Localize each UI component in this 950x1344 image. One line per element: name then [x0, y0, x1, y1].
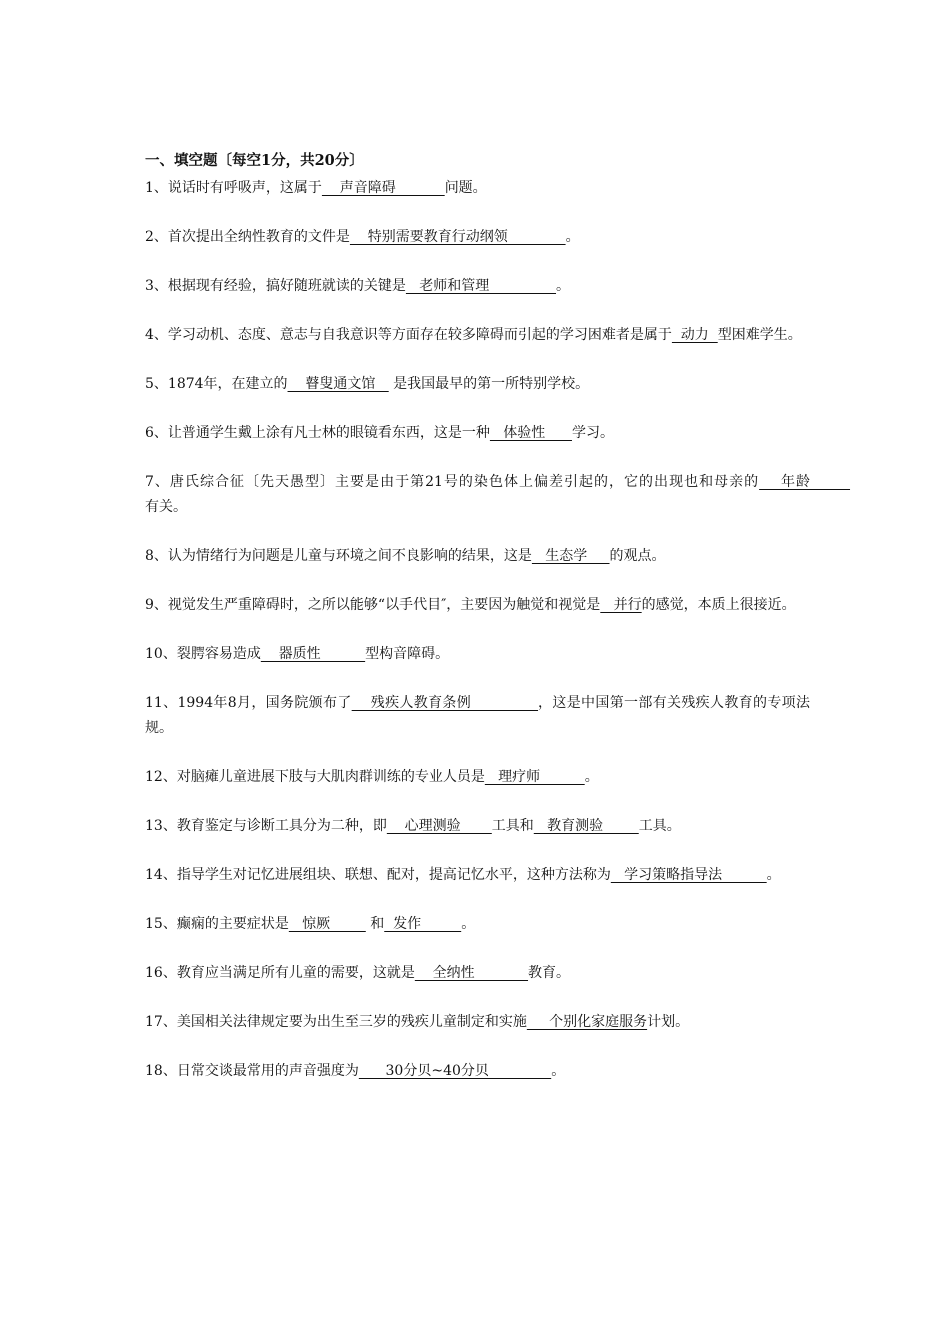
answer-blank: 心理测验 [386, 818, 492, 834]
question-text: 14、指导学生对记忆进展组块、联想、配对，提高记忆水平，这种方法称为 [145, 867, 611, 883]
question-q7 [145, 470, 851, 520]
question-text: 17、美国相关法律规定要为出生至三岁的残疾儿童制定和实施 [145, 1014, 527, 1030]
question-text: 工具和 [491, 818, 534, 834]
question-text: 12、对脑瘫儿童进展下肢与大肌肉群训练的专业人员是 [145, 769, 485, 785]
answer-blank: 全纳性 [414, 965, 529, 981]
question-text: 。 [461, 916, 476, 932]
answer-blank: 发作 [384, 916, 462, 932]
question-text: 5、1874年，在建立的 [145, 376, 288, 392]
answer-blank: 器质性 [260, 646, 366, 662]
question-q11 [145, 691, 810, 741]
question-q13 [145, 814, 810, 839]
answer-blank: 老师和管理 [405, 278, 557, 294]
question-text: 有关。 [145, 499, 187, 515]
answer-blank: 残疾人教育条例 [351, 695, 539, 711]
question-text: 18、日常交谈最常用的声音强度为 [145, 1063, 359, 1079]
question-text: 15、癫痫的主要症状是 [145, 916, 289, 932]
question-text: 。 [584, 769, 599, 785]
question-text: 11、1994年8月，国务院颁布了 [145, 695, 352, 711]
question-text: 的感觉，本质上很接近。 [641, 597, 796, 613]
question-text: ，这是中国第一部有关残疾人教育的专项法规。 [145, 695, 811, 736]
question-text: 9、视觉发生严重障碍时，之所以能够“以手代目″，主要因为触觉和视觉是 [145, 597, 601, 613]
question-q14 [145, 863, 810, 888]
answer-blank: 特别需要教育行动纲领 [349, 229, 566, 245]
question-text: 学习。 [571, 425, 614, 441]
question-text: 和 [365, 916, 385, 932]
answer-blank: 声音障碍 [321, 180, 445, 196]
answer-blank: 体验性 [489, 425, 572, 441]
question-q3 [145, 274, 810, 299]
answer-blank: 理疗师 [484, 769, 585, 785]
question-q10 [145, 642, 810, 667]
question-text: 。 [556, 278, 571, 294]
question-text: 6、让普通学生戴上涂有凡士林的眼镜看东西，这是一种 [145, 425, 490, 441]
question-text: 10、裂腭容易造成 [145, 646, 261, 662]
question-text: 计划。 [647, 1014, 690, 1030]
question-text: 13、教育鉴定与诊断工具分为二种，即 [145, 818, 387, 834]
question-q16 [145, 961, 810, 986]
question-text: 是我国最早的第一所特别学校。 [388, 376, 590, 392]
question-text: 工具。 [638, 818, 681, 834]
answer-blank: 瞽叟通文馆 [287, 376, 389, 392]
answer-blank: 动力 [671, 327, 718, 343]
question-q5 [145, 372, 810, 397]
question-text: 的观点。 [609, 548, 666, 564]
question-q15 [145, 912, 810, 937]
question-q12 [145, 765, 810, 790]
question-text: 型构音障碍。 [365, 646, 450, 662]
exam-content [145, 150, 851, 1108]
answer-blank: 30分贝~40分贝 [358, 1063, 552, 1079]
question-text: 8、认为情绪行为问题是儿童与环境之间不良影响的结果，这是 [145, 548, 532, 564]
question-text: 。 [766, 867, 781, 883]
question-text: 问题。 [444, 180, 487, 196]
question-text: 型困难学生。 [717, 327, 802, 343]
question-q18 [145, 1059, 810, 1084]
section-heading: 一、填空题〔每空1分，共20分〕 [145, 152, 364, 169]
question-text: 。 [551, 1063, 566, 1079]
question-text: 16、教育应当满足所有儿童的需要，这就是 [145, 965, 415, 981]
answer-blank: 教育测验 [533, 818, 639, 834]
question-q8 [145, 544, 810, 569]
answer-blank: 学习策略指导法 [610, 867, 767, 883]
question-q6 [145, 421, 810, 446]
question-text: 1、说话时有呼吸声，这属于 [145, 180, 322, 196]
answer-blank: 年龄 [759, 474, 851, 490]
answer-blank: 生态学 [531, 548, 610, 564]
answer-blank: 并行 [600, 597, 642, 613]
answer-blank: 个别化家庭服务 [526, 1014, 648, 1030]
question-text: 4、学习动机、态度、意志与自我意识等方面存在较多障碍而引起的学习困难者是属于 [145, 327, 672, 343]
question-q17 [145, 1010, 810, 1035]
question-text: 。 [565, 229, 580, 245]
question-text: 3、根据现有经验，搞好随班就读的关键是 [145, 278, 406, 294]
question-q1 [145, 176, 810, 201]
question-q9 [145, 593, 810, 618]
question-q4 [145, 323, 810, 348]
question-text: 7、唐氏综合征〔先天愚型〕主要是由于第21号的染色体上偏差引起的，它的出现也和母亲的 [145, 474, 760, 490]
question-q2 [145, 225, 810, 250]
question-text: 教育。 [528, 965, 571, 981]
question-list [145, 176, 851, 1084]
answer-blank: 惊厥 [288, 916, 366, 932]
question-text: 2、首次提出全纳性教育的文件是 [145, 229, 350, 245]
